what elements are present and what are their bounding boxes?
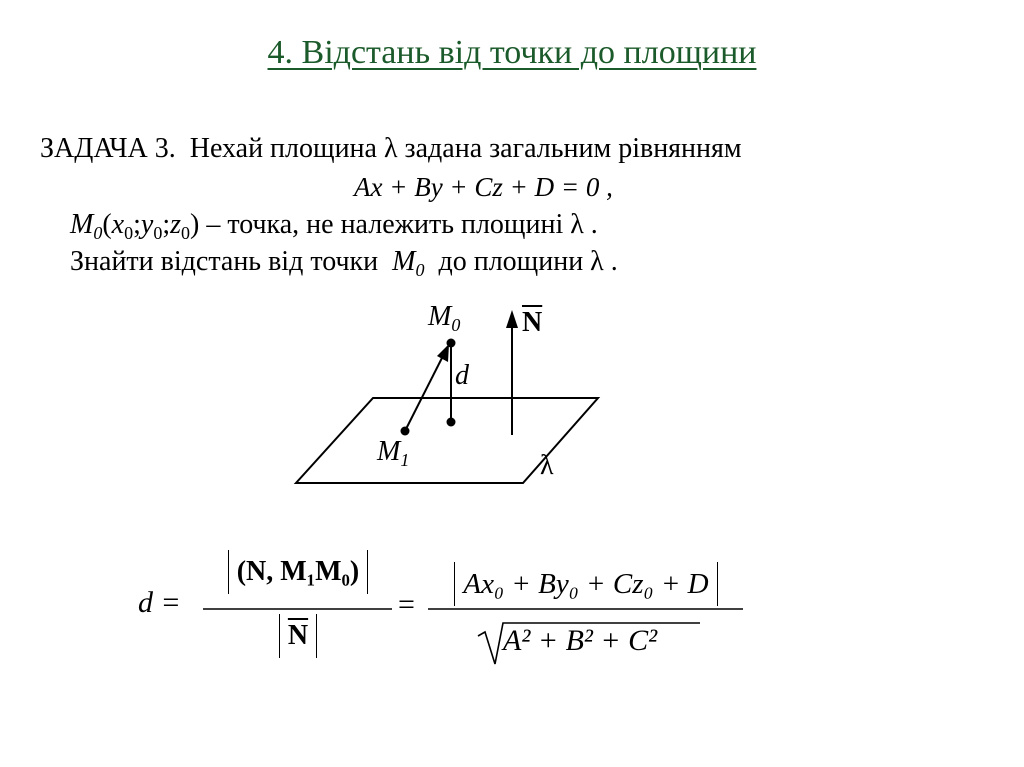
label-m1: $M_1$: [377, 436, 410, 470]
point-description: – точка, не належить площині λ .: [206, 209, 598, 240]
vector-m1m0: [405, 350, 446, 431]
label-d: d: [455, 360, 469, 391]
find-prefix: Знайти відстань від точки: [70, 246, 379, 277]
task-line-3: $M_0(x_0;y_0;z_0)$ – точка, не належить площині λ .: [70, 209, 598, 243]
task-intro: Нехай площина λ задана загальним рівнянням: [189, 133, 742, 164]
point-m0-dot: [447, 339, 456, 348]
vector-m1m0-arrowhead: [437, 344, 449, 362]
plane-equation: Ax + By + Cz + D = 0 ,: [354, 172, 613, 202]
formula-numerator-1: (N, M₁M₀): [203, 550, 393, 594]
formula-numerator-2: Ax₀ + By₀ + Cz₀ + D: [428, 562, 744, 606]
formula-denominator-2: A² + B² + C²: [503, 624, 658, 657]
label-m0: $M_0$: [428, 301, 461, 335]
label-n: $\overline{N}$: [522, 307, 543, 338]
point-m1-dot: [401, 427, 410, 436]
slide-title: 4. Відстань від точки до площини: [267, 34, 757, 71]
vector-n-arrowhead: [506, 310, 518, 328]
task-label: ЗАДАЧА 3.: [40, 133, 176, 164]
formula-denominator-1: $\overline{N}$: [203, 614, 393, 658]
find-point: $M_0$: [392, 246, 425, 280]
formula-lhs: d =: [138, 586, 181, 619]
formula-equals: =: [398, 588, 415, 621]
find-suffix: до площини λ .: [438, 246, 618, 277]
point-m0: $M_0$: [70, 209, 103, 243]
label-lambda: λ: [540, 450, 554, 481]
foot-point-dot: [447, 418, 456, 427]
